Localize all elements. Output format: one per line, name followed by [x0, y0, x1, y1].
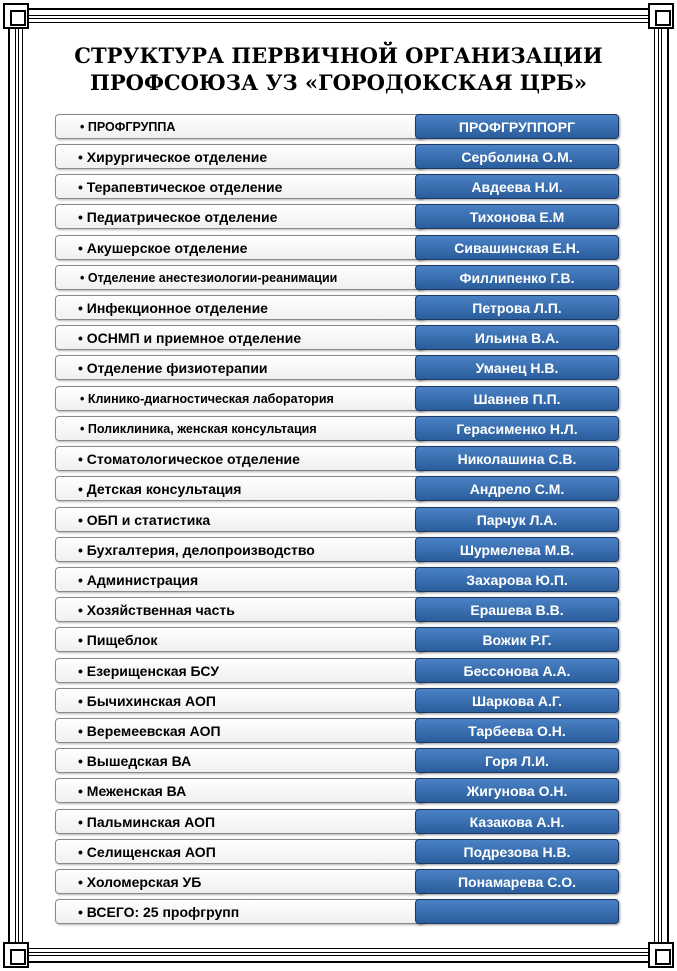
table-row [55, 778, 619, 803]
group-organizer: Тарбеева О.Н. [415, 718, 619, 743]
group-organizer: Андрело С.М. [415, 476, 619, 501]
group-label: • ОСНМП и приемное отделение [78, 330, 302, 346]
table-row [55, 748, 619, 773]
table-row [55, 174, 619, 199]
group-label-box [55, 899, 425, 924]
group-organizer: Герасименко Н.Л. [415, 416, 619, 441]
group-organizer: Николашина С.В. [415, 446, 619, 471]
group-organizer: Ерашева В.В. [415, 597, 619, 622]
title-line-2: ПРОФСОЮЗА УЗ «ГОРОДОКСКАЯ ЦРБ» [90, 70, 587, 95]
table-row [55, 688, 619, 713]
group-label: • Поликлиника, женская консультация [80, 422, 317, 436]
group-label-box [55, 567, 425, 592]
group-label: • Бухгалтерия, делопроизводство [78, 542, 315, 558]
group-organizer: Авдеева Н.И. [415, 174, 619, 199]
group-label: • Бычихинская АОП [78, 693, 216, 709]
corner-ornament-top-left [3, 3, 29, 29]
group-label-box [55, 627, 425, 652]
group-label: • Вышедская ВА [78, 753, 192, 769]
group-organizer: ПРОФГРУППОРГ [415, 114, 619, 139]
group-label: • ПРОФГРУППА [80, 120, 176, 134]
group-label-box [55, 597, 425, 622]
table-row [55, 416, 619, 441]
group-label-box [55, 325, 425, 350]
group-label-box [55, 174, 425, 199]
group-label-box [55, 537, 425, 562]
group-label-box [55, 778, 425, 803]
group-label-box [55, 869, 425, 894]
group-label-box [55, 809, 425, 834]
group-label: • Меженская ВА [78, 783, 187, 799]
group-label: • Инфекционное отделение [78, 300, 268, 316]
table-row [55, 567, 619, 592]
group-label: • Отделение анестезиологии-реанимации [80, 271, 338, 285]
group-organizer: Жигунова О.Н. [415, 778, 619, 803]
group-organizer: Парчук Л.А. [415, 507, 619, 532]
table-row [55, 627, 619, 652]
group-organizer: Горя Л.И. [415, 748, 619, 773]
group-organizer: Шавнев П.П. [415, 386, 619, 411]
table-row [55, 204, 619, 229]
group-label-box [55, 718, 425, 743]
group-label: • ВСЕГО: 25 профгрупп [78, 904, 240, 920]
table-row [55, 658, 619, 683]
table-row [55, 235, 619, 260]
group-label: • Терапевтическое отделение [78, 179, 283, 195]
group-label-box [55, 416, 425, 441]
table-row [55, 325, 619, 350]
table-row [55, 537, 619, 562]
group-label: • Хозяйственная часть [78, 602, 235, 618]
table-row [55, 476, 619, 501]
table-row [55, 386, 619, 411]
table-row [55, 839, 619, 864]
group-label-box [55, 265, 425, 290]
group-organizer: Сивашинская Е.Н. [415, 235, 619, 260]
group-label: • Веремеевская АОП [78, 723, 221, 739]
table-row [55, 114, 619, 139]
group-label: • Стоматологическое отделение [78, 451, 300, 467]
group-organizer: Серболина О.М. [415, 144, 619, 169]
group-organizer: Ильина В.А. [415, 325, 619, 350]
group-label-box [55, 658, 425, 683]
table-row [55, 899, 619, 924]
group-label-box [55, 476, 425, 501]
group-organizer: Уманец Н.В. [415, 355, 619, 380]
group-organizer: Шурмелева М.В. [415, 537, 619, 562]
table-row [55, 265, 619, 290]
group-label-box [55, 144, 425, 169]
group-label: • Хирургическое отделение [78, 149, 268, 165]
group-label-box [55, 748, 425, 773]
group-label-box [55, 235, 425, 260]
group-label-box [55, 114, 425, 139]
table-row [55, 718, 619, 743]
group-label-box [55, 446, 425, 471]
corner-ornament-top-right [648, 3, 674, 29]
table-row [55, 295, 619, 320]
group-label: • Езерищенская БСУ [78, 663, 220, 679]
group-label-box [55, 355, 425, 380]
table-row [55, 809, 619, 834]
title-line-1: СТРУКТУРА ПЕРВИЧНОЙ ОРГАНИЗАЦИИ [74, 43, 603, 68]
group-label: • Холомерская УБ [78, 874, 202, 890]
group-label: • Селищенская АОП [78, 844, 216, 860]
table-row [55, 869, 619, 894]
group-label: • Пищеблок [78, 632, 158, 648]
table-row [55, 355, 619, 380]
group-organizer: Бессонова А.А. [415, 658, 619, 683]
group-organizer: Петрова Л.П. [415, 295, 619, 320]
group-organizer: Понамарева С.О. [415, 869, 619, 894]
group-organizer [415, 899, 619, 924]
corner-ornament-bottom-right [648, 942, 674, 968]
group-organizer: Тихонова Е.М [415, 204, 619, 229]
group-label: • Администрация [78, 572, 199, 588]
group-label: • Клинико-диагностическая лаборатория [80, 392, 334, 406]
group-label-box [55, 295, 425, 320]
group-organizer: Шаркова А.Г. [415, 688, 619, 713]
group-label: • Педиатрическое отделение [78, 209, 278, 225]
group-label: • Акушерское отделение [78, 240, 248, 256]
group-organizer: Захарова Ю.П. [415, 567, 619, 592]
table-row [55, 446, 619, 471]
group-organizer: Филлипенко Г.В. [415, 265, 619, 290]
group-label: • Детская консультация [78, 481, 242, 497]
corner-ornament-bottom-left [3, 942, 29, 968]
group-label: • Отделение физиотерапии [78, 360, 268, 376]
group-organizer: Вожик Р.Г. [415, 627, 619, 652]
group-label-box [55, 204, 425, 229]
group-label: • Пальминская АОП [78, 814, 216, 830]
group-organizer: Подрезова Н.В. [415, 839, 619, 864]
group-label: • ОБП и статистика [78, 512, 211, 528]
group-label-box [55, 507, 425, 532]
table-row [55, 507, 619, 532]
group-label-box [55, 839, 425, 864]
table-row [55, 144, 619, 169]
group-organizer: Казакова А.Н. [415, 809, 619, 834]
group-label-box [55, 386, 425, 411]
group-label-box [55, 688, 425, 713]
table-row [55, 597, 619, 622]
